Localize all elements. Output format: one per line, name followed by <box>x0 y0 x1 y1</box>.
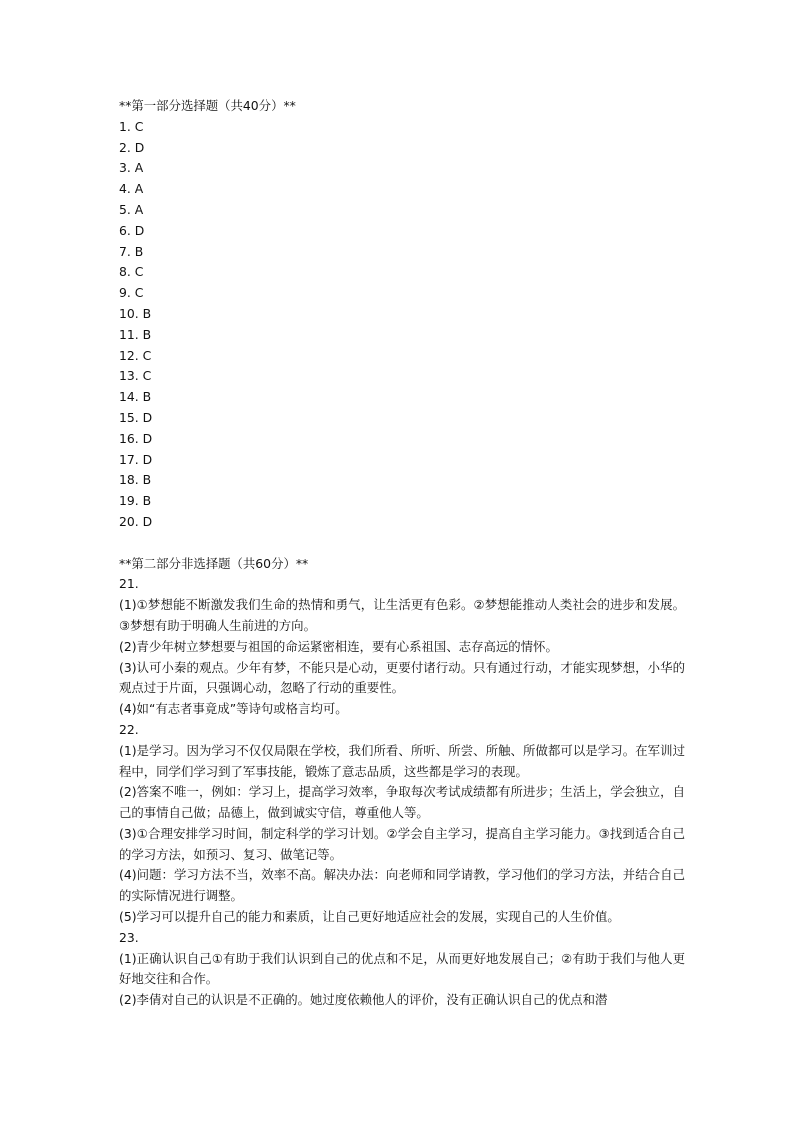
answer-paragraph: (1)正确认识自己①有助于我们认识到自己的优点和不足，从而更好地发展自己；②有助于我们与他人更好地交往和合作。 <box>119 950 685 987</box>
answer-paragraph: (1)是学习。因为学习不仅仅局限在学校，我们所看、所听、所尝、所触、所做都可以是学习。在军训过程中，同学们学习到了军事技能，锻炼了意志品质，这些都是学习的表现。 <box>119 742 685 779</box>
part2-heading: **第二部分非选择题（共60分）** <box>119 555 309 571</box>
answer-item: 12. C <box>119 347 152 363</box>
question-number: 21. <box>119 576 139 592</box>
answer-item: 17. D <box>119 451 153 467</box>
part1-heading: **第一部分选择题（共40分）** <box>119 98 296 113</box>
question-number: 23. <box>119 929 139 945</box>
question-21 <box>119 574 685 720</box>
answer-item: 8. C <box>119 264 144 280</box>
answer-paragraph: (5)学习可以提升自己的能力和素质，让自己更好地适应社会的发展，实现自己的人生价值。 <box>119 909 620 925</box>
answer-paragraph: (2)青少年树立梦想要与祖国的命运紧密相连，要有心系祖国、志存高远的情怀。 <box>119 638 558 654</box>
question-23 <box>119 928 685 1011</box>
answer-key-page <box>119 96 685 1011</box>
answer-item: 10. B <box>119 305 152 321</box>
part1-answer-list <box>119 117 685 533</box>
answer-item: 14. B <box>119 389 152 405</box>
answer-item: 19. B <box>119 493 152 509</box>
answer-paragraph: (2)李倩对自己的认识是不正确的。她过度依赖他人的评价，没有正确认识自己的优点和潜 <box>119 992 608 1008</box>
answer-item: 1. C <box>119 118 144 134</box>
answer-item: 9. C <box>119 285 144 301</box>
answer-item: 16. D <box>119 430 153 446</box>
question-22 <box>119 720 685 928</box>
answer-item: 15. D <box>119 409 153 425</box>
answer-item: 13. C <box>119 368 152 384</box>
answer-item: 3. A <box>119 160 144 176</box>
answer-paragraph: (4)如“有志者事竟成”等诗句或格言均可。 <box>119 701 348 717</box>
answer-item: 4. A <box>119 181 144 197</box>
answer-paragraph: (3)①合理安排学习时间，制定科学的学习计划。②学会自主学习，提高自主学习能力。③找到适合自己的学习方法，如预习、复习、做笔记等。 <box>119 825 685 862</box>
answer-item: 11. B <box>119 326 152 342</box>
question-number: 22. <box>119 721 139 737</box>
answer-item: 7. B <box>119 243 144 259</box>
answer-paragraph: (2)答案不唯一，例如：学习上，提高学习效率，争取每次考试成绩都有所进步；生活上，学会独立，自己的事情自己做；品德上，做到诚实守信，尊重他人等。 <box>119 784 685 821</box>
answer-item: 18. B <box>119 472 152 488</box>
answer-item: 5. A <box>119 201 144 217</box>
answer-item: 20. D <box>119 513 153 529</box>
answer-paragraph: (3)认可小秦的观点。少年有梦，不能只是心动，更要付诸行动。只有通过行动，才能实现梦想，小华的观点过于片面，只强调心动，忽略了行动的重要性。 <box>119 659 685 696</box>
answer-paragraph: (4)问题：学习方法不当，效率不高。解决办法：向老师和同学请教，学习他们的学习方法，并结合自己的实际情况进行调整。 <box>119 867 685 904</box>
section-spacer <box>119 533 685 554</box>
answer-paragraph: (1)①梦想能不断激发我们生命的热情和勇气，让生活更有色彩。②梦想能推动人类社会的进步和发展。③梦想有助于明确人生前进的方向。 <box>119 597 685 633</box>
answer-item: 2. D <box>119 139 145 155</box>
answer-item: 6. D <box>119 222 145 238</box>
